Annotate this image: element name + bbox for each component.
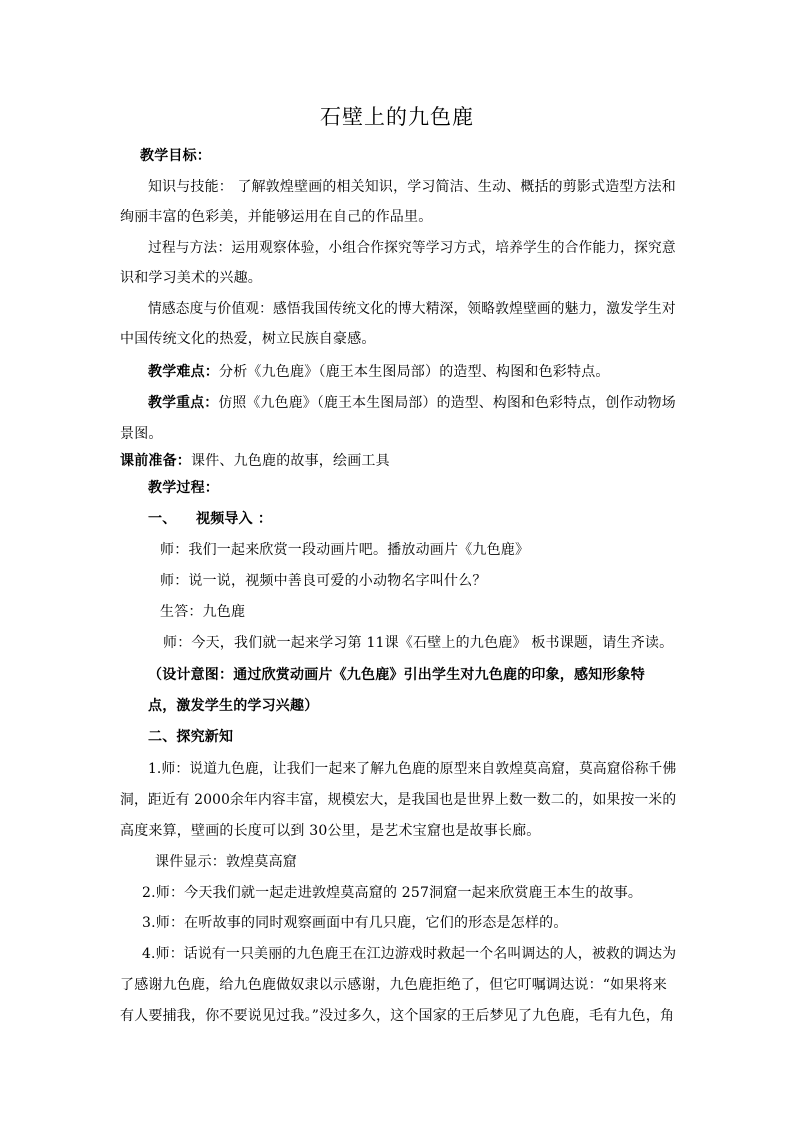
knowledge-skills-line1: 知识与技能： 了解敦煌壁画的相关知识，学习简洁、生动、概括的剪影式造型方法和 <box>148 179 676 195</box>
section1-line: 师：今天，我们就一起来学习第 11课《石壁上的九色鹿》 板书课题，请生齐读。 <box>163 635 674 651</box>
section1-line: 师：我们一起来欣赏一段动画片吧。播放动画片《九色鹿》 <box>160 542 530 558</box>
section1-line: 师：说一说，视频中善良可爱的小动物名字叫什么？ <box>160 573 487 589</box>
keypoint-text: 仿照《九色鹿》（鹿王本生图局部）的造型、构图和色彩特点，创作动物场 <box>218 395 676 411</box>
section2-heading: 二、探究新知 <box>148 729 234 745</box>
knowledge-skills-line2: 绚丽丰富的色彩美，并能够运用在自己的作品里。 <box>120 209 433 225</box>
difficulty-label: 教学难点： <box>148 364 219 380</box>
design-intent-line1: （设计意图：通过欣赏动画片《九色鹿》引出学生对九色鹿的印象，感知形象特 <box>148 667 645 683</box>
difficulty-text: 分析《九色鹿》（鹿王本生图局部）的造型、构图和色彩特点。 <box>219 364 610 380</box>
section2-p4-line3: 有人要捕我，你不要说见过我。”没过多久，这个国家的王后梦见了九色鹿，毛有九色，角 <box>120 1008 675 1024</box>
section2-p1-line2: 洞，距近有 2000余年内容丰富，规模宏大，是我国也是世界上数一数二的，如果按一米的 <box>120 792 677 808</box>
courseware-display: 课件显示：敦煌莫高窟 <box>155 854 297 870</box>
objectives-heading: 教学目标： <box>140 148 211 164</box>
section2-p4-line2: 了感谢九色鹿，给九色鹿做奴隶以示感谢，九色鹿拒绝了，但它叮嘱调达说：“如果将来 <box>120 977 667 993</box>
process-methods-line2: 识和学习美术的兴趣。 <box>120 270 262 286</box>
section1-title: 视频导入 ： <box>196 511 273 527</box>
preparation-text: 课件、九色鹿的故事，绘画工具 <box>191 453 390 469</box>
preparation-label: 课前准备： <box>120 453 191 469</box>
process-methods-line1: 过程与方法：运用观察体验，小组合作探究等学习方式，培养学生的合作能力，探究意 <box>148 240 676 256</box>
section2-p2: 2.师：今天我们就一起走进敦煌莫高窟的 257洞窟一起来欣赏鹿王本生的故事。 <box>142 885 643 901</box>
design-intent-line2: 点，激发学生的学习兴趣） <box>148 698 319 714</box>
document-title: 石壁上的九色鹿 <box>320 105 474 129</box>
section1-line: 生答：九色鹿 <box>160 604 246 620</box>
teaching-keypoint-line2: 景图。 <box>120 426 163 442</box>
emotion-values-line1: 情感态度与价值观：感悟我国传统文化的博大精深，领略敦煌壁画的魅力，激发学生对 <box>148 301 676 317</box>
keypoint-label: 教学重点： <box>148 395 219 411</box>
preparation-line <box>120 452 390 470</box>
section1-number: 一、 <box>148 511 177 527</box>
section2-p1-line3: 高度来算，壁画的长度可以到 30公里，是艺术宝窟也是故事长廊。 <box>120 823 541 839</box>
section2-p3: 3.师：在听故事的同时观察画面中有几只鹿，它们的形态是怎样的。 <box>142 915 568 931</box>
teaching-keypoint-line1 <box>148 394 676 412</box>
section2-p1-line1: 1.师：说道九色鹿，让我们一起来了解九色鹿的原型来自敦煌莫高窟，莫高窟俗称千佛 <box>148 761 677 777</box>
process-heading: 教学过程： <box>148 480 219 496</box>
teaching-difficulty <box>148 363 610 381</box>
emotion-values-line2: 中国传统文化的热爱，树立民族自豪感。 <box>120 331 376 347</box>
section2-p4-line1: 4.师：话说有一只美丽的九色鹿王在江边游戏时救起一个名叫调达的人，被救的调达为 <box>142 946 677 962</box>
